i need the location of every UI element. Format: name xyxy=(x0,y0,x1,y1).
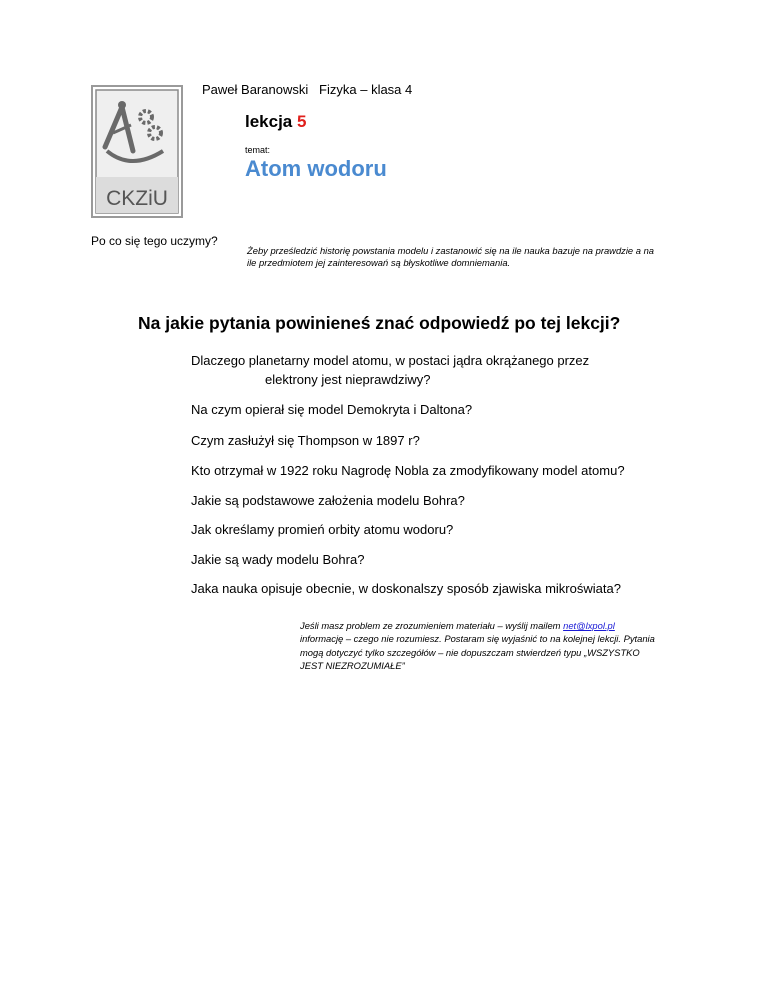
question-item: Jaka nauka opisuje obecnie, w doskonalszy sposób zjawiska mikroświata? xyxy=(191,581,621,596)
ckziu-logo xyxy=(91,85,183,218)
lesson-number: 5 xyxy=(297,112,307,131)
question-item xyxy=(191,351,589,389)
question-line: Dlaczego planetarny model atomu, w postaci jądra okrążanego przez xyxy=(191,353,590,368)
topic-label: temat: xyxy=(245,145,271,155)
topic-title: Atom wodoru xyxy=(245,156,387,181)
purpose-answer: Żeby prześledzić historię powstania modelu i zastanowić się na ile nauka bazuje na prawdzie a na ile przedmiotem jej zainteresowań są błyskotliwe domniemania. xyxy=(247,245,654,268)
question-line-continued: elektrony jest nieprawdziwy? xyxy=(265,372,431,387)
question-item: Jakie są wady modelu Bohra? xyxy=(191,552,365,567)
purpose-question: Po co się tego uczymy? xyxy=(91,234,218,248)
question-item: Czym zasłużył się Thompson w 1897 r? xyxy=(191,433,420,448)
logo-text: CKZiU xyxy=(106,187,168,210)
lesson-label: lekcja xyxy=(245,112,293,131)
question-item: Kto otrzymał w 1922 roku Nagrodę Nobla za zmodyfikowany model atomu? xyxy=(191,463,625,478)
question-item: Na czym opierał się model Demokryta i Daltona? xyxy=(191,402,473,417)
question-item: Jakie są podstawowe założenia modelu Bohra? xyxy=(191,493,465,508)
help-note-rest: informację – czego nie rozumiesz. Postaram się wyjaśnić to na kolejnej lekcji. Pytania mogą dotyczyć tylko szczegółów – nie dopuszczam stwierdzeń typu „WSZYSTKO JEST NIEZROZUMIAŁE” xyxy=(300,633,655,672)
help-note-intro: Jeśli masz problem ze zrozumieniem materiału – wyślij mailem xyxy=(300,620,564,631)
section-heading: Na jakie pytania powinieneś znać odpowiedź po tej lekcji? xyxy=(138,313,621,333)
author-line: Paweł Baranowski Fizyka – klasa 4 xyxy=(202,82,413,97)
question-item: Jak określamy promień orbity atomu wodoru? xyxy=(191,522,454,537)
email-link[interactable]: net@lxpol.pl xyxy=(563,620,615,631)
lesson-title xyxy=(245,112,306,132)
help-note xyxy=(300,619,660,673)
